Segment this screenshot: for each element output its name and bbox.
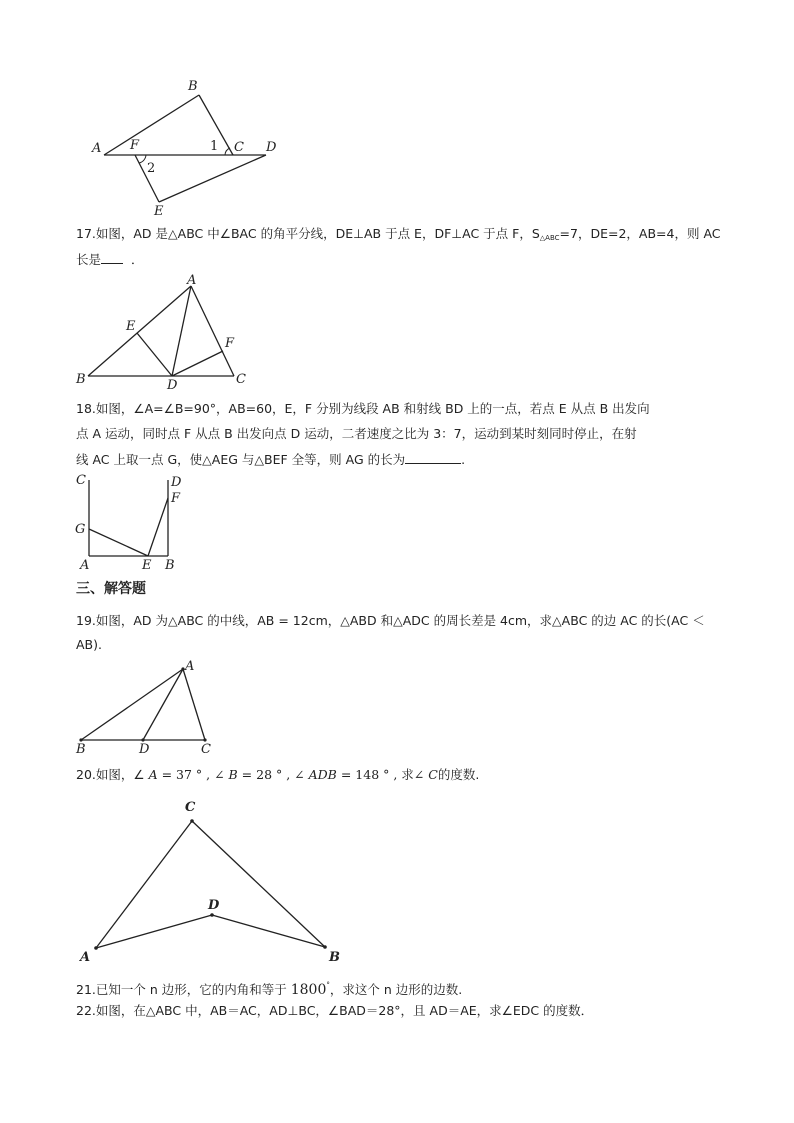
label-angle-2: 2 <box>147 161 156 176</box>
q21-suffix: ，求这个 n 边形的边数. <box>329 982 463 997</box>
figure-q18 <box>70 470 190 572</box>
label-D: D <box>171 475 182 490</box>
label-A: A <box>187 273 197 288</box>
label-A: A <box>92 141 102 156</box>
q18-text-b: . <box>461 452 466 467</box>
q20-prefix: 20.如图，∠ <box>76 767 149 782</box>
label-G: G <box>75 522 86 537</box>
label-C: C <box>201 742 211 757</box>
label-C: C <box>185 800 196 815</box>
label-E: E <box>154 204 164 219</box>
q21-line <box>76 976 726 999</box>
q17-text-c: 长是 <box>76 252 102 267</box>
q17-line2 <box>76 250 726 269</box>
q18-line2: 点 A 运动，同时点 F 从点 B 出发向点 D 运动，二者速度之比为 3：7，运动到某时刻同时停止，在射 <box>76 426 637 441</box>
label-D: D <box>139 742 150 757</box>
label-B: B <box>76 742 86 757</box>
label-D: D <box>266 140 277 155</box>
q22-line: 22.如图，在△ABC 中，AB＝AC，AD⊥BC，∠BAD＝28°，且 AD＝AE，求∠EDC 的度数． <box>76 1003 594 1018</box>
q19-line1: 19.如图，AD 为△ABC 的中线，AB = 12cm，△ABD 和△ADC 的周长差是 4cm，求△ABC 的边 AC 的长(AC ＜ <box>76 613 705 628</box>
section-heading: 三、解答题 <box>76 581 146 597</box>
label-B: B <box>165 558 175 573</box>
q20-angle-adb: ADB <box>308 767 337 782</box>
q20-angle-a-value: = 37 ° , ∠ <box>157 767 229 782</box>
q17-text-a: 17.如图，AD 是△ABC 中∠BAC 的角平分线，DE⊥AB 于点 E，DF⊥AC 于点 F，S <box>76 226 540 241</box>
q18-line3 <box>76 450 726 469</box>
label-F: F <box>171 491 181 506</box>
q21-value: 1800 <box>290 982 327 998</box>
label-B: B <box>76 372 86 387</box>
label-A: A <box>185 659 195 674</box>
q20-angle-c: C <box>428 767 438 782</box>
q21-degree: ° <box>326 981 330 989</box>
q17-text-b: =7，DE=2，AB=4，则 AC <box>559 226 721 241</box>
label-C: C <box>236 372 246 387</box>
q17-text-d: ． <box>130 252 144 267</box>
q20-angle-adb-value: = 148 ° , 求∠ <box>336 767 429 782</box>
label-F: F <box>225 336 235 351</box>
label-D: D <box>208 898 220 913</box>
q20-suffix: 的度数. <box>437 767 480 782</box>
figure-q20 <box>76 795 346 967</box>
q19-line2: AB). <box>76 637 102 652</box>
figure-q19 <box>72 658 222 758</box>
q17-line1 <box>76 225 726 247</box>
q20-angle-b-value: = 28 ° , ∠ <box>237 767 309 782</box>
figure-q17 <box>72 272 262 392</box>
q18-answer-blank <box>405 450 461 464</box>
label-E: E <box>126 319 136 334</box>
label-A: A <box>80 950 91 965</box>
label-F: F <box>130 138 140 153</box>
label-B: B <box>188 79 198 94</box>
q17-answer-blank <box>101 250 123 264</box>
q20-angle-b: B <box>228 767 238 782</box>
figure-q16 <box>86 72 286 222</box>
q18-line1: 18.如图，∠A=∠B=90°，AB=60，E，F 分别为线段 AB 和射线 BD 上的一点，若点 E 从点 B 出发向 <box>76 401 650 416</box>
label-angle-1: 1 <box>210 139 219 154</box>
q21-prefix: 21.已知一个 n 边形，它的内角和等于 <box>76 982 291 997</box>
q17-subscript: △ABC <box>539 234 560 242</box>
label-D: D <box>167 378 178 393</box>
label-C: C <box>234 140 244 155</box>
q18-text-a: 线 AC 上取一点 G，使△AEG 与△BEF 全等，则 AG 的长为 <box>76 452 406 467</box>
label-C: C <box>76 473 86 488</box>
q20-line <box>76 766 726 784</box>
label-B: B <box>329 950 340 965</box>
label-E: E <box>142 558 152 573</box>
q20-angle-a: A <box>148 767 158 782</box>
label-A: A <box>80 558 90 573</box>
